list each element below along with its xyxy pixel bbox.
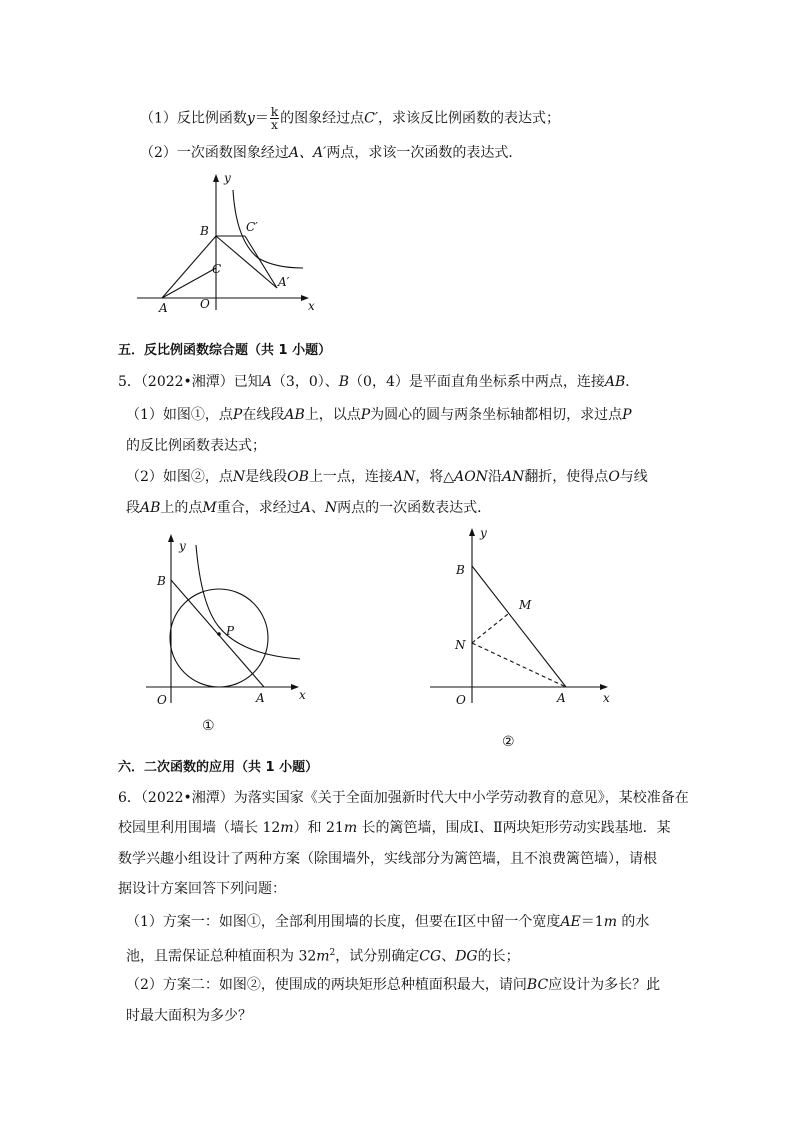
label-A: A [159, 301, 168, 315]
label-P: P [226, 624, 235, 638]
q6-line6: 池，且需保证总种植面积为 $32m^2$，试分别确定CG、DG的长； [126, 948, 520, 965]
label-y: y [224, 171, 231, 185]
q6-line7: （2）方案二：如图②，使围成的两块矩形总种植面积最大，请问BC应设计为多长？此 [126, 977, 661, 993]
label-A: A [256, 691, 265, 705]
q6-line2: 校园里利用围墙（墙长 12m）和 21m 长的篱笆墙，围成Ⅰ、Ⅱ两块矩形劳动实践基地．某 [118, 820, 671, 836]
caption-1: ① [202, 718, 215, 734]
q6-line1: 6．（2022•湘潭）为落实国家《关于全面加强新时代大中小学劳动教育的意见》，某校准备在 [118, 790, 689, 806]
q6-line4: 据设计方案回答下列问题： [118, 881, 286, 897]
seg-NA [472, 643, 566, 687]
seg-NM [472, 614, 508, 643]
q5-line3: 的反比例函数表达式； [126, 438, 266, 454]
label-x: x [308, 299, 315, 313]
label-y: y [480, 526, 487, 540]
q6-line5: （1）方案一：如图①，全部利用围墙的长度，但要在Ⅰ区中留一个宽度AE＝1m 的水 [126, 914, 650, 930]
label-B: B [157, 574, 166, 588]
label-O: O [157, 693, 167, 707]
q6-line8: 时最大面积为多少？ [126, 1008, 252, 1024]
label-y: y [179, 539, 186, 553]
label-O: O [456, 693, 466, 707]
label-A-prime: A′ [278, 275, 290, 289]
q5-line2: （1）如图①，点P在线段AB上，以点P为圆心的圆与两条坐标轴都相切，求过点P [126, 407, 632, 423]
q6-line3: 数学兴趣小组设计了两种方案（除围墙外，实线部分为篱笆墙，且不浪费篱笆墙），请根 [118, 851, 657, 867]
y-arrow [469, 528, 475, 536]
label-C: C [212, 262, 222, 276]
label-x: x [299, 688, 306, 702]
label-B: B [456, 563, 465, 577]
label-O: O [200, 297, 210, 311]
q5-line5: 段AB上的点M重合，求经过A、N两点的一次函数表达式． [126, 500, 492, 516]
label-B: B [200, 224, 209, 238]
label-M: M [519, 598, 532, 612]
q4-part1: （1）反比例函数y＝ $\frac{k}{x}$ 的图象经过点C′，求该反比例函数的表达式； [140, 105, 561, 132]
label-A: A [557, 691, 566, 705]
q5-line4: （2）如图②，点N是线段OB上一点，连接AN，将△AON沿AN翻折，使得点O与线 [126, 469, 648, 485]
label-x: x [603, 691, 610, 705]
section-5-title: 五．反比例函数综合题（共 1 小题） [118, 343, 332, 358]
q5-line1: 5．（2022•湘潭）已知A（3，0）、B（0，4）是平面直角坐标系中两点，连接AB． [118, 374, 640, 390]
seg-AB [472, 566, 566, 687]
label-C-prime: C′ [246, 220, 258, 234]
caption-2: ② [502, 734, 515, 750]
x-arrow [600, 684, 608, 690]
q4-part2: （2）一次函数图象经过A、A′两点，求该一次函数的表达式． [140, 145, 523, 161]
fraction-k-over-x: $\frac{k}{x}$ [270, 105, 279, 132]
section-6-title: 六．二次函数的应用（共 1 小题） [118, 760, 319, 775]
label-N: N [455, 638, 466, 652]
